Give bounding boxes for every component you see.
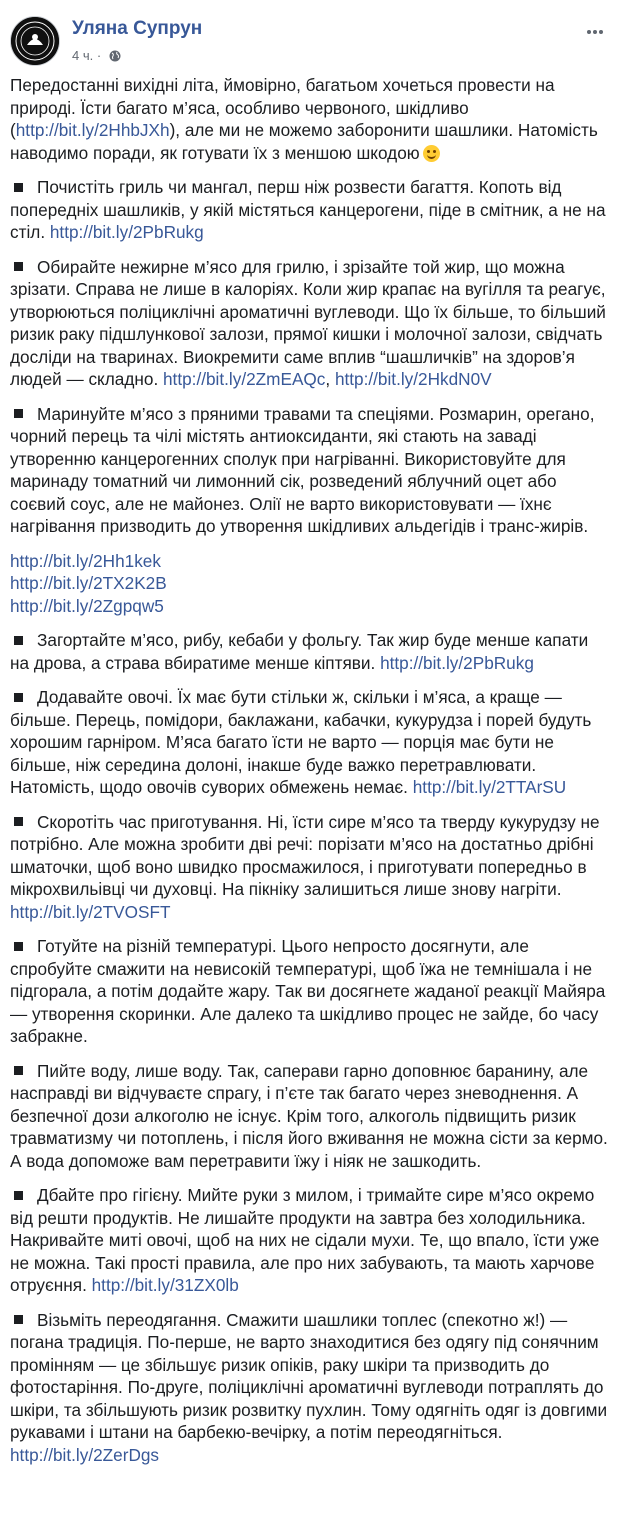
tip-item [10,686,610,799]
author-name[interactable]: Уляна Супрун [72,18,203,39]
bullet-square-icon [14,693,23,702]
links-block [10,550,610,618]
post-text: ), але ми не можемо заборонити шашлики. Натомість наводимо поради, як готувати їх з меншою шкодою [10,120,598,163]
bullet-square-icon [14,636,23,645]
more-options-icon[interactable] [585,22,605,42]
tip-item [10,1309,610,1467]
bullet-square-icon [14,1315,23,1324]
post-text: Почистіть гриль чи мангал, перш ніж розвести багаття. Копоть від попередніх шашликів, у якій містяться канцерогени, піде в смітник, а не на стіл. [10,177,606,242]
post-link[interactable]: http://bit.ly/2PbRukg [380,652,534,673]
profile-avatar[interactable] [10,16,60,66]
post-header [10,8,611,68]
post-text: Передостанні вихідні літа, ймовірно, багатьом хочеться провести на природі. Їсти багато м’яса, особливо червоного, шкідливо ( [10,75,555,140]
post-text: Маринуйте м’ясо з пряними травами та спеціями. Розмарин, орегано, чорний перець та чілі містять антиоксиданти, які стають на заваді утворенню канцерогенних сполук при нагріванні. Використовуйте для маринаду томатний чи лимонний сік, розведений яблучний оцет або соєвий соус, але не майонез. Олії не варто використовувати — їхнє нагрівання призводить до утворення шкідливих альдегідів і транс-жирів. [10,403,595,536]
bullet-square-icon [14,262,23,271]
post-intro [10,74,610,164]
post-text: Візьміть переодягання. Смажити шашлики топлес (спекотно ж!) — погана традиція. По-перше, не варто знаходитися без одягу під сонячним промінням — це збільшує ризик опіків, раку шкіри та призводить до фотостаріння. По-друге, поліциклічні ароматичні вуглеводи потраплять до шкіри, та збільшують ризик розвитку пухлин. Тому одягніть одяг із довгими рукавами і штани на барбекю-вечірку, а потім переодягніться. [10,1309,608,1442]
post-text: Скоротіть час приготування. Ні, їсти сире м’ясо та тверду кукурудзу не потрібно. Але можна зробити дві речі: порізати м’ясо на достатньо дрібні шматочки, щоб воно швидко просмажилося, і приготувати попередньо в мікрохвильівці чи духовці. На пікніку залишиться лише знову нагріти. [10,811,600,899]
tip-item [10,935,610,1048]
post-link[interactable]: http://bit.ly/2HkdN0V [334,369,492,389]
post-link[interactable]: http://bit.ly/2ZmEAQc [163,369,326,389]
globe-icon[interactable] [109,50,121,62]
bullet-square-icon [14,1066,23,1075]
tip-item [10,1184,610,1297]
bullet-square-icon [14,942,23,951]
post-link[interactable]: http://bit.ly/2PbRukg [49,222,204,242]
post-text: Додавайте овочі. Їх має бути стільки ж, скільки і м’яса, а краще — більше. Перець, помідори, баклажани, кабачки, кукурудза і порей будуть хорошим гарніром. М’яса багато їсти не варто — порція має бути не більше, ніж середина долоні, інакше буде важко перетравлювати. Натомість, щодо овочів суворих обмежень немає. [10,687,592,797]
post-text: Пийте воду, лише воду. Так, саперави гарно доповнює баранину, але насправді ви відчуваєте спрагу, і п’єте так багато через зневоднення. А безпечної дози алкоголю не існує. Крім того, алкоголь підвищить ризик травматизму чи потоплень, і після його вживання не можна сісти за кермо. А вода допоможе вам перетравити їжу і ніяк не зашкодить. [10,1060,608,1171]
tip-item [10,403,610,538]
post-link[interactable]: http://bit.ly/31ZX0lb [91,1275,239,1295]
post-meta: 4 ч. · [72,48,121,63]
post-link[interactable]: http://bit.ly/2Hh1kek [10,550,161,571]
tip-item [10,1060,610,1173]
post-text: Дбайте про гігієну. Мийте руки з милом, і тримайте сире м’ясо окремо від решти продуктів. Не лишайте продукти на завтра без холодильника. Накривайте миті овочі, щоб на них не сідали мухи. Те, що впало, їсти уже не можна. Такі прості правила, але про них забувають, та мають харчове отруєння. [10,1185,600,1295]
post-link[interactable]: http://bit.ly/2TX2K2B [10,573,167,593]
tips-list [10,176,610,538]
avatar-logo-icon [11,17,59,65]
bullet-square-icon [14,817,23,826]
post-link[interactable]: http://bit.ly/2TVOSFT [10,901,171,922]
wink-emoji-icon [423,145,440,162]
tip-item [10,256,610,391]
tip-item [10,811,610,924]
bullet-square-icon [14,1191,23,1200]
bullet-square-icon [14,183,23,192]
post-link[interactable]: http://bit.ly/2Zgpqw5 [10,595,164,616]
tips-list-continued [10,629,610,1466]
post-link[interactable]: http://bit.ly/2ZerDgs [10,1444,160,1465]
post-content [10,74,610,1478]
post-text: Обирайте нежирне м’ясо для грилю, і зрізайте той жир, що можна зрізати. Справа не лише в калоріях. Коли жир крапає на вугілля та реагує, утворюються поліциклічні ароматичні вуглеводи. Що їх більше, то більший ризик раку підшлункової залози, прямої кишки і молочної залози, свідчать досліди на тваринах. Виокремити саме вплив “шашличків” на здоров’я людей — складно. [10,256,606,389]
post-text: , [325,369,335,389]
post-text: Загортайте м’ясо, рибу, кебаби у фольгу. Так жир буде менше капати на дрова, а страва вбиратиме менше кіптяви. [10,630,589,673]
bullet-square-icon [14,409,23,418]
tip-item [10,629,610,674]
tip-item [10,176,610,244]
post-link[interactable]: http://bit.ly/2HhbJXh [15,120,170,140]
post-link[interactable]: http://bit.ly/2TTArSU [412,777,567,797]
post-time[interactable]: 4 ч. [72,48,94,63]
post-text: Готуйте на різній температурі. Цього непросто досягнути, але спробуйте смажити на невисокій температурі, щоб їжа не темнішала і не підгорала, а потім додайте жару. Так ви досягнете жаданої реакції Майяра — утворення скоринки. Але далеко та шкідливо процес не зайде, бо часу забракне. [10,936,606,1046]
